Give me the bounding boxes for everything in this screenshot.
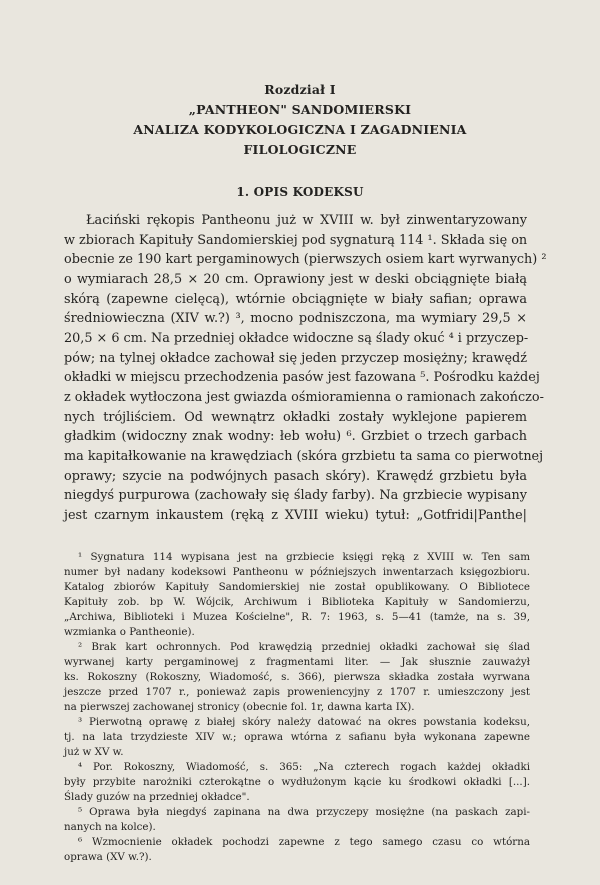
text-line: 20,5 × 6 cm. Na przedniej okładce widoczne są ślady okuć ⁴ i przyczep- — [64, 331, 529, 346]
footnote-line: ² Brak kart ochronnych. Pod krawędzią przedniej okładki zachował się ślad — [78, 641, 530, 653]
footnote-line: wzmianka o Pantheonie). — [64, 626, 195, 638]
footnote-line: nanych na kolce). — [64, 821, 156, 833]
text-line: obecnie ze 190 kart pergaminowych (pierwszych osiem kart wyrwanych) ² — [64, 252, 547, 267]
text-line: w zbiorach Kapituły Sandomierskiej pod sygnaturą 114 ¹. Składa się on — [64, 233, 528, 248]
footnote-line: Kapituły zob. bp W. Wójcik, Archiwum i Biblioteka Kapituły w Sandomierzu, — [64, 596, 530, 608]
text-line: średniowieczna (XIV w.?) ³, mocno podniszczona, ma wymiary 29,5 × — [64, 311, 527, 326]
text-line: nych trójliściem. Od wewnątrz okładki zostały wyklejone papierem — [64, 410, 527, 425]
footnote-line: „Archiwa, Biblioteki i Muzea Kościelne", R. 7: 1963, s. 5—41 (tamże, na s. 39, — [64, 611, 530, 623]
footnote-line: wyrwanej karty pergaminowej z fragmentami liter. — Jak słusznie zauważył — [64, 656, 530, 668]
footnote-line: Katalog zbiorów Kapituły Sandomierskiej nie został opublikowany. O Bibliotece — [64, 581, 530, 593]
chapter-title-line-3: FILOLOGICZNE — [243, 142, 357, 157]
chapter-title-line-1: „PANTHEON" SANDOMIERSKI — [188, 102, 412, 117]
footnote-line: tj. na lata trzydzieste XIV w.; oprawa wtórna z safianu była wykonana zapewne — [64, 731, 530, 743]
footnote-line: numer był nadany kodeksowi Pantheonu w późniejszych inwentarzach księgozbioru. — [64, 566, 530, 578]
footnote-line: oprawa (XV w.?). — [64, 851, 152, 863]
text-line: gładkim (widoczny znak wodny: łeb wołu) ⁶. Grzbiet o trzech garbach — [64, 429, 527, 444]
footnote-line: ⁴ Por. Rokoszny, Wiadomość, s. 365: „Na czterech rogach każdej okładki — [78, 761, 530, 773]
footnote-line: ⁶ Wzmocnienie okładek pochodzi zapewne z tego samego czasu co wtórna — [78, 836, 530, 848]
text-line: oprawy; szycie na podwójnych pasach skóry). Krawędź grzbietu była — [64, 469, 527, 484]
text-line: Łaciński rękopis Pantheonu już w XVIII w. był zinwentaryzowany — [86, 213, 527, 228]
footnote-line: ks. Rokoszny (Rokoszny, Wiadomość, s. 366), pierwsza składka została wyrwana — [64, 671, 530, 683]
chapter-label: Rozdział I — [264, 82, 336, 97]
footnote-line: Ślady guzów na przedniej okładce". — [64, 791, 250, 803]
text-line: skórą (zapewne cielęcą), wtórnie obciągnięte w biały safian; oprawa — [64, 292, 527, 307]
text-line: z okładek wytłoczona jest gwiazda ośmioramienna o ramionach zakończo- — [64, 390, 544, 405]
text-line: o wymiarach 28,5 × 20 cm. Oprawiony jest w deski obciągnięte białą — [64, 272, 527, 287]
section-heading: 1. OPIS KODEKSU — [236, 185, 364, 199]
footnote-line: ¹ Sygnatura 114 wypisana jest na grzbiecie księgi ręką z XVIII w. Ten sam — [78, 551, 530, 563]
chapter-title-line-2: ANALIZA KODYKOLOGICZNA I ZAGADNIENIA — [133, 122, 467, 137]
footnote-line: ⁵ Oprawa była niegdyś zapinana na dwa przyczepy mosiężne (na paskach zapi- — [78, 806, 530, 818]
text-line: ma kapitałkowanie na krawędziach (skóra grzbietu ta sama co pierwotnej — [64, 449, 544, 464]
footnote-line: jeszcze przed 1707 r., ponieważ zapis proweniencyjny z 1707 r. umieszczony jest — [64, 686, 530, 698]
text-line: niegdyś purpurowa (zachowały się ślady farby). Na grzbiecie wypisany — [64, 488, 527, 503]
footnote-line: ³ Pierwotną oprawę z białej skóry należy datować na okres powstania kodeksu, — [78, 716, 530, 728]
footnote-line: już w XV w. — [64, 746, 124, 758]
text-line: pów; na tylnej okładce zachował się jeden przyczep mosiężny; krawędź — [64, 351, 527, 366]
footnote-line: na pierwszej zachowanej stronicy (obecnie fol. 1r, dawna karta IX). — [64, 701, 415, 713]
footnote-line: były przybite narożniki czterokątne o wydłużonym kącie ku środkowi okładki [...]. — [64, 776, 530, 788]
text-line: okładki w miejscu przechodzenia pasów jest fazowana ⁵. Pośrodku każdej — [64, 370, 540, 385]
text-line: jest czarnym inkaustem (ręką z XVIII wieku) tytuł: „Gotfridi|Panthe| — [64, 508, 527, 523]
